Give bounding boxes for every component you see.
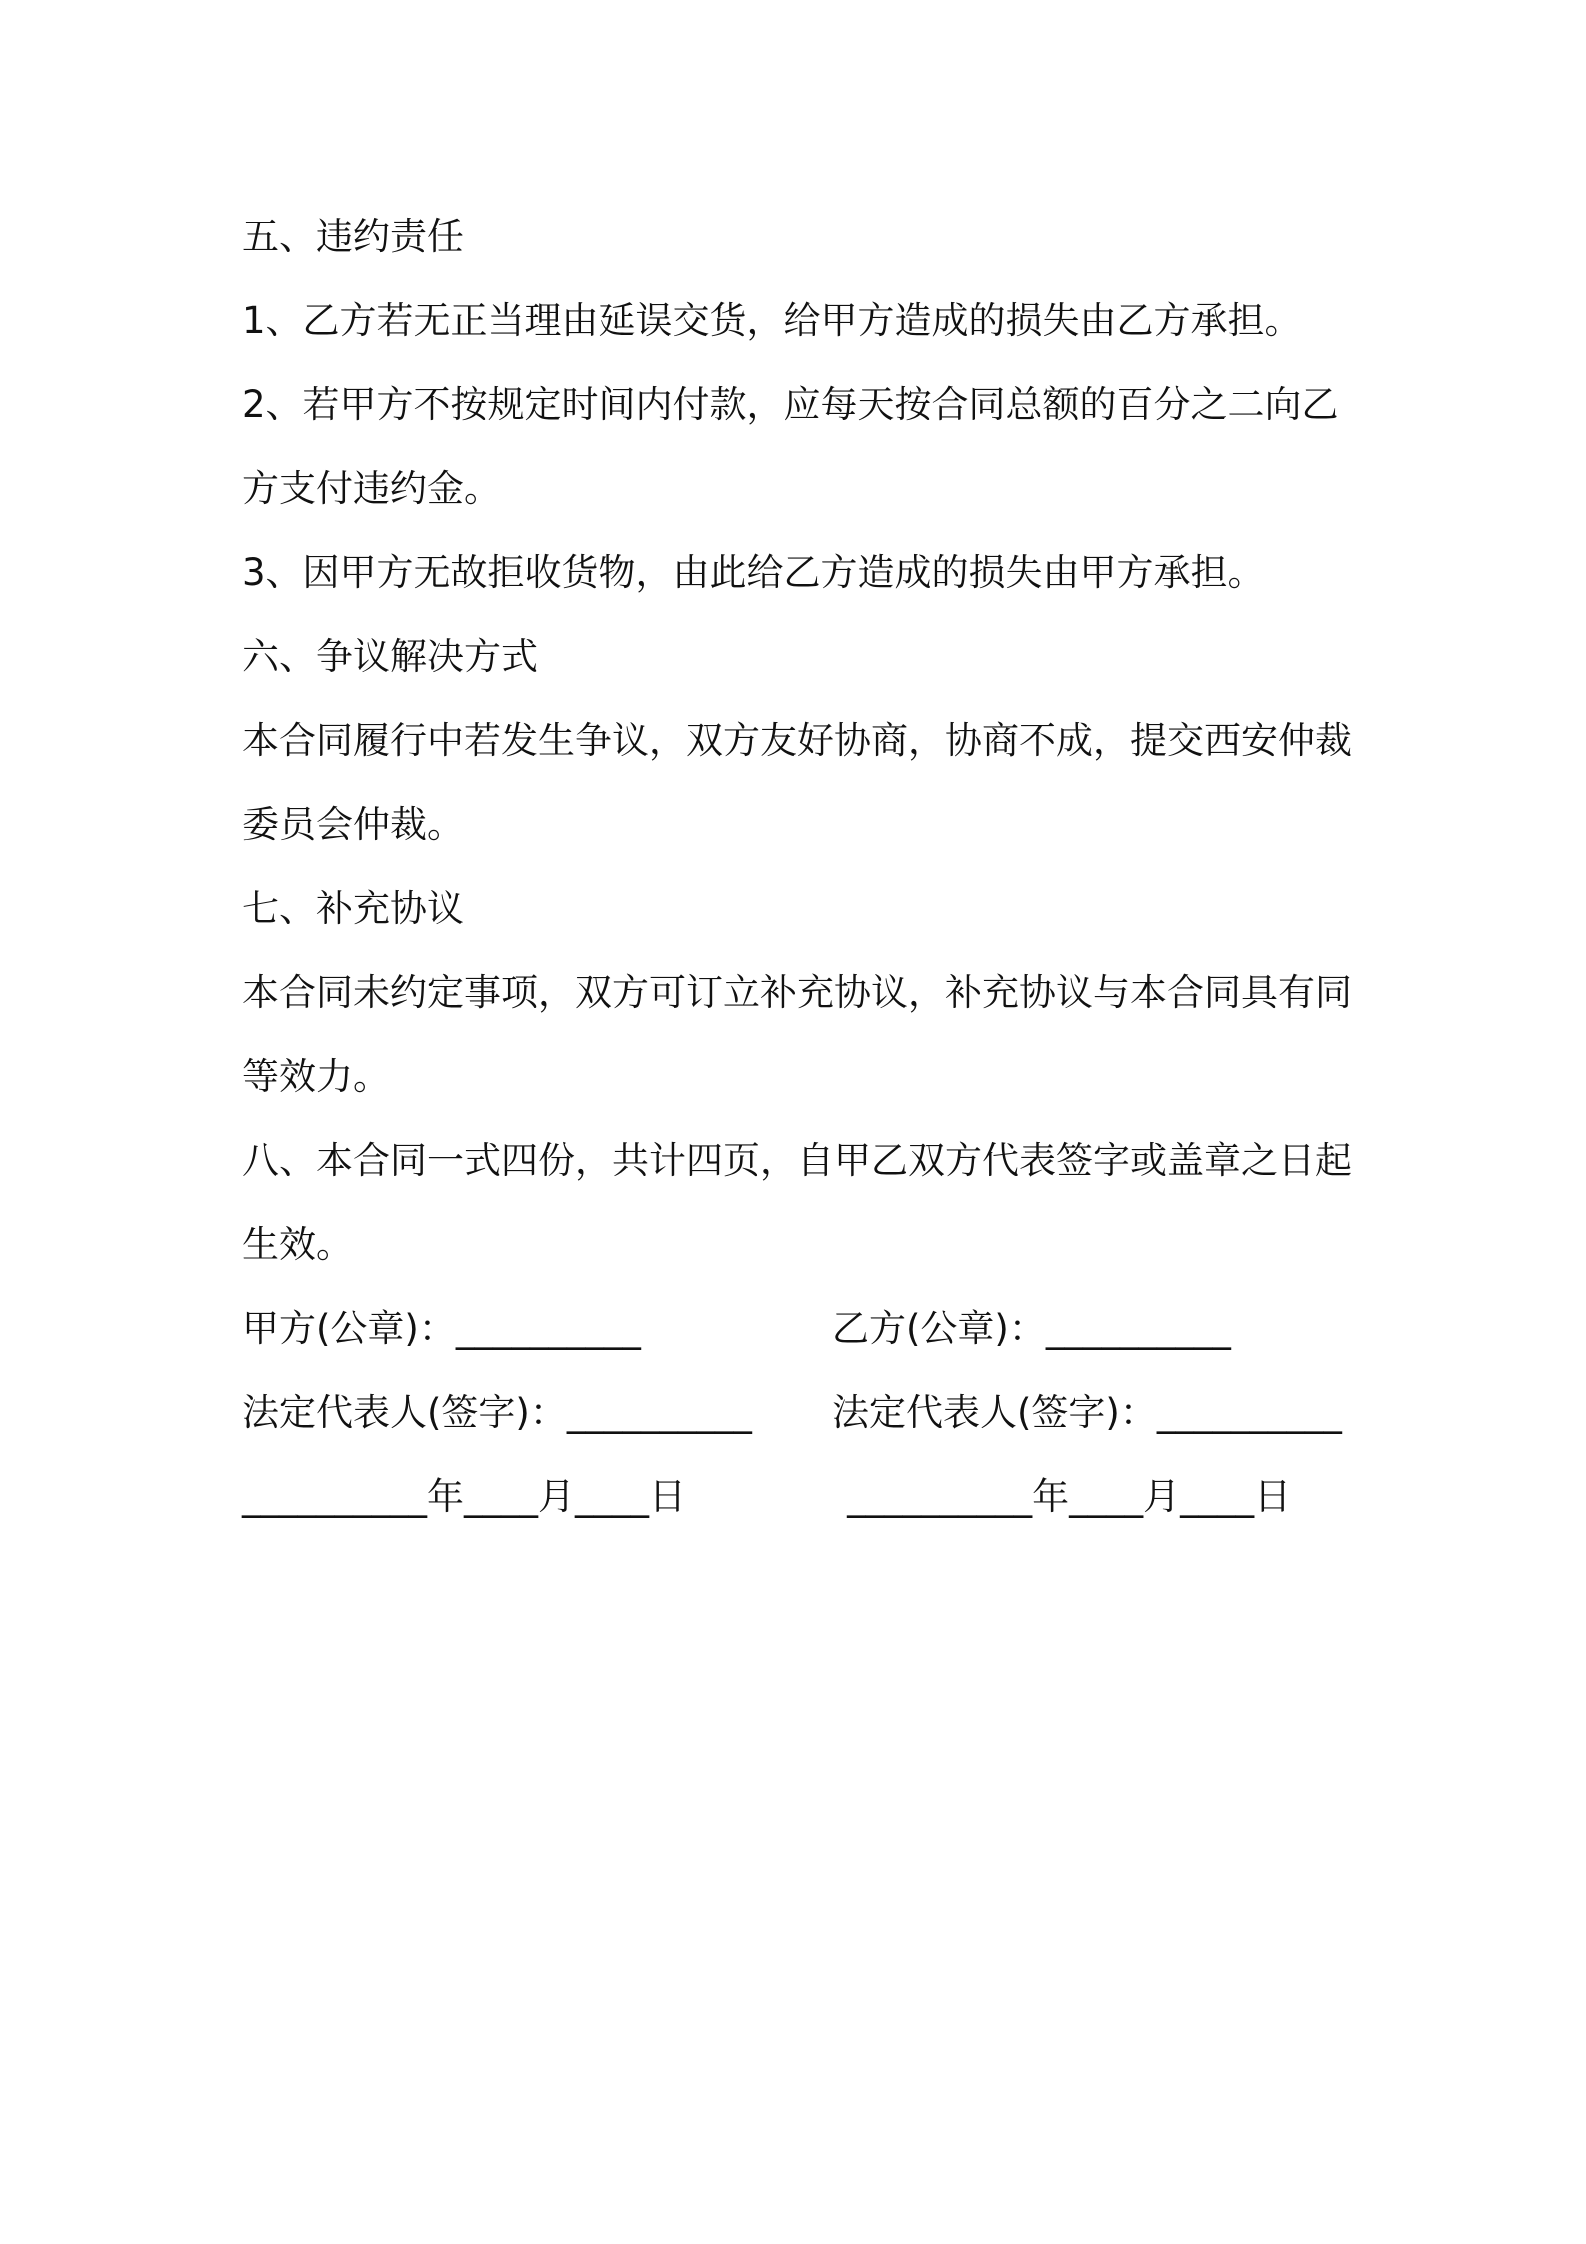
clause-3: 3、因甲方无故拒收货物，由此给乙方造成的损失由甲方承担。 xyxy=(242,551,1265,594)
clause-1: 1、乙方若无正当理由延误交货，给甲方造成的损失由乙方承担。 xyxy=(242,299,1302,342)
copies-clause: 八、本合同一式四份，共计四页，自甲乙双方代表签字或盖章之日起生效。 xyxy=(242,1139,1352,1266)
party-b-representative: 法定代表人(签字)：__________ xyxy=(832,1391,1342,1434)
section-heading-dispute: 六、争议解决方式 xyxy=(242,635,538,678)
contract-body xyxy=(242,195,1362,1539)
party-a-seal: 甲方(公章)：__________ xyxy=(242,1307,641,1350)
dispute-clause: 本合同履行中若发生争议，双方友好协商，协商不成，提交西安仲裁委员会仲裁。 xyxy=(242,719,1352,846)
supplement-clause: 本合同未约定事项，双方可订立补充协议，补充协议与本合同具有同等效力。 xyxy=(242,971,1352,1098)
signature-row-seal xyxy=(242,1287,1362,1371)
party-b-date: __________年____月____日 xyxy=(847,1475,1292,1518)
signature-row-representative xyxy=(242,1371,1362,1455)
section-heading-breach: 五、违约责任 xyxy=(242,215,464,258)
section-heading-supplement: 七、补充协议 xyxy=(242,887,464,930)
clause-2: 2、若甲方不按规定时间内付款，应每天按合同总额的百分之二向乙方支付违约金。 xyxy=(242,383,1339,510)
party-b-seal: 乙方(公章)：__________ xyxy=(832,1307,1231,1350)
signature-row-date xyxy=(242,1455,1362,1539)
party-a-representative: 法定代表人(签字)：__________ xyxy=(242,1391,752,1434)
party-a-date: __________年____月____日 xyxy=(242,1475,686,1518)
